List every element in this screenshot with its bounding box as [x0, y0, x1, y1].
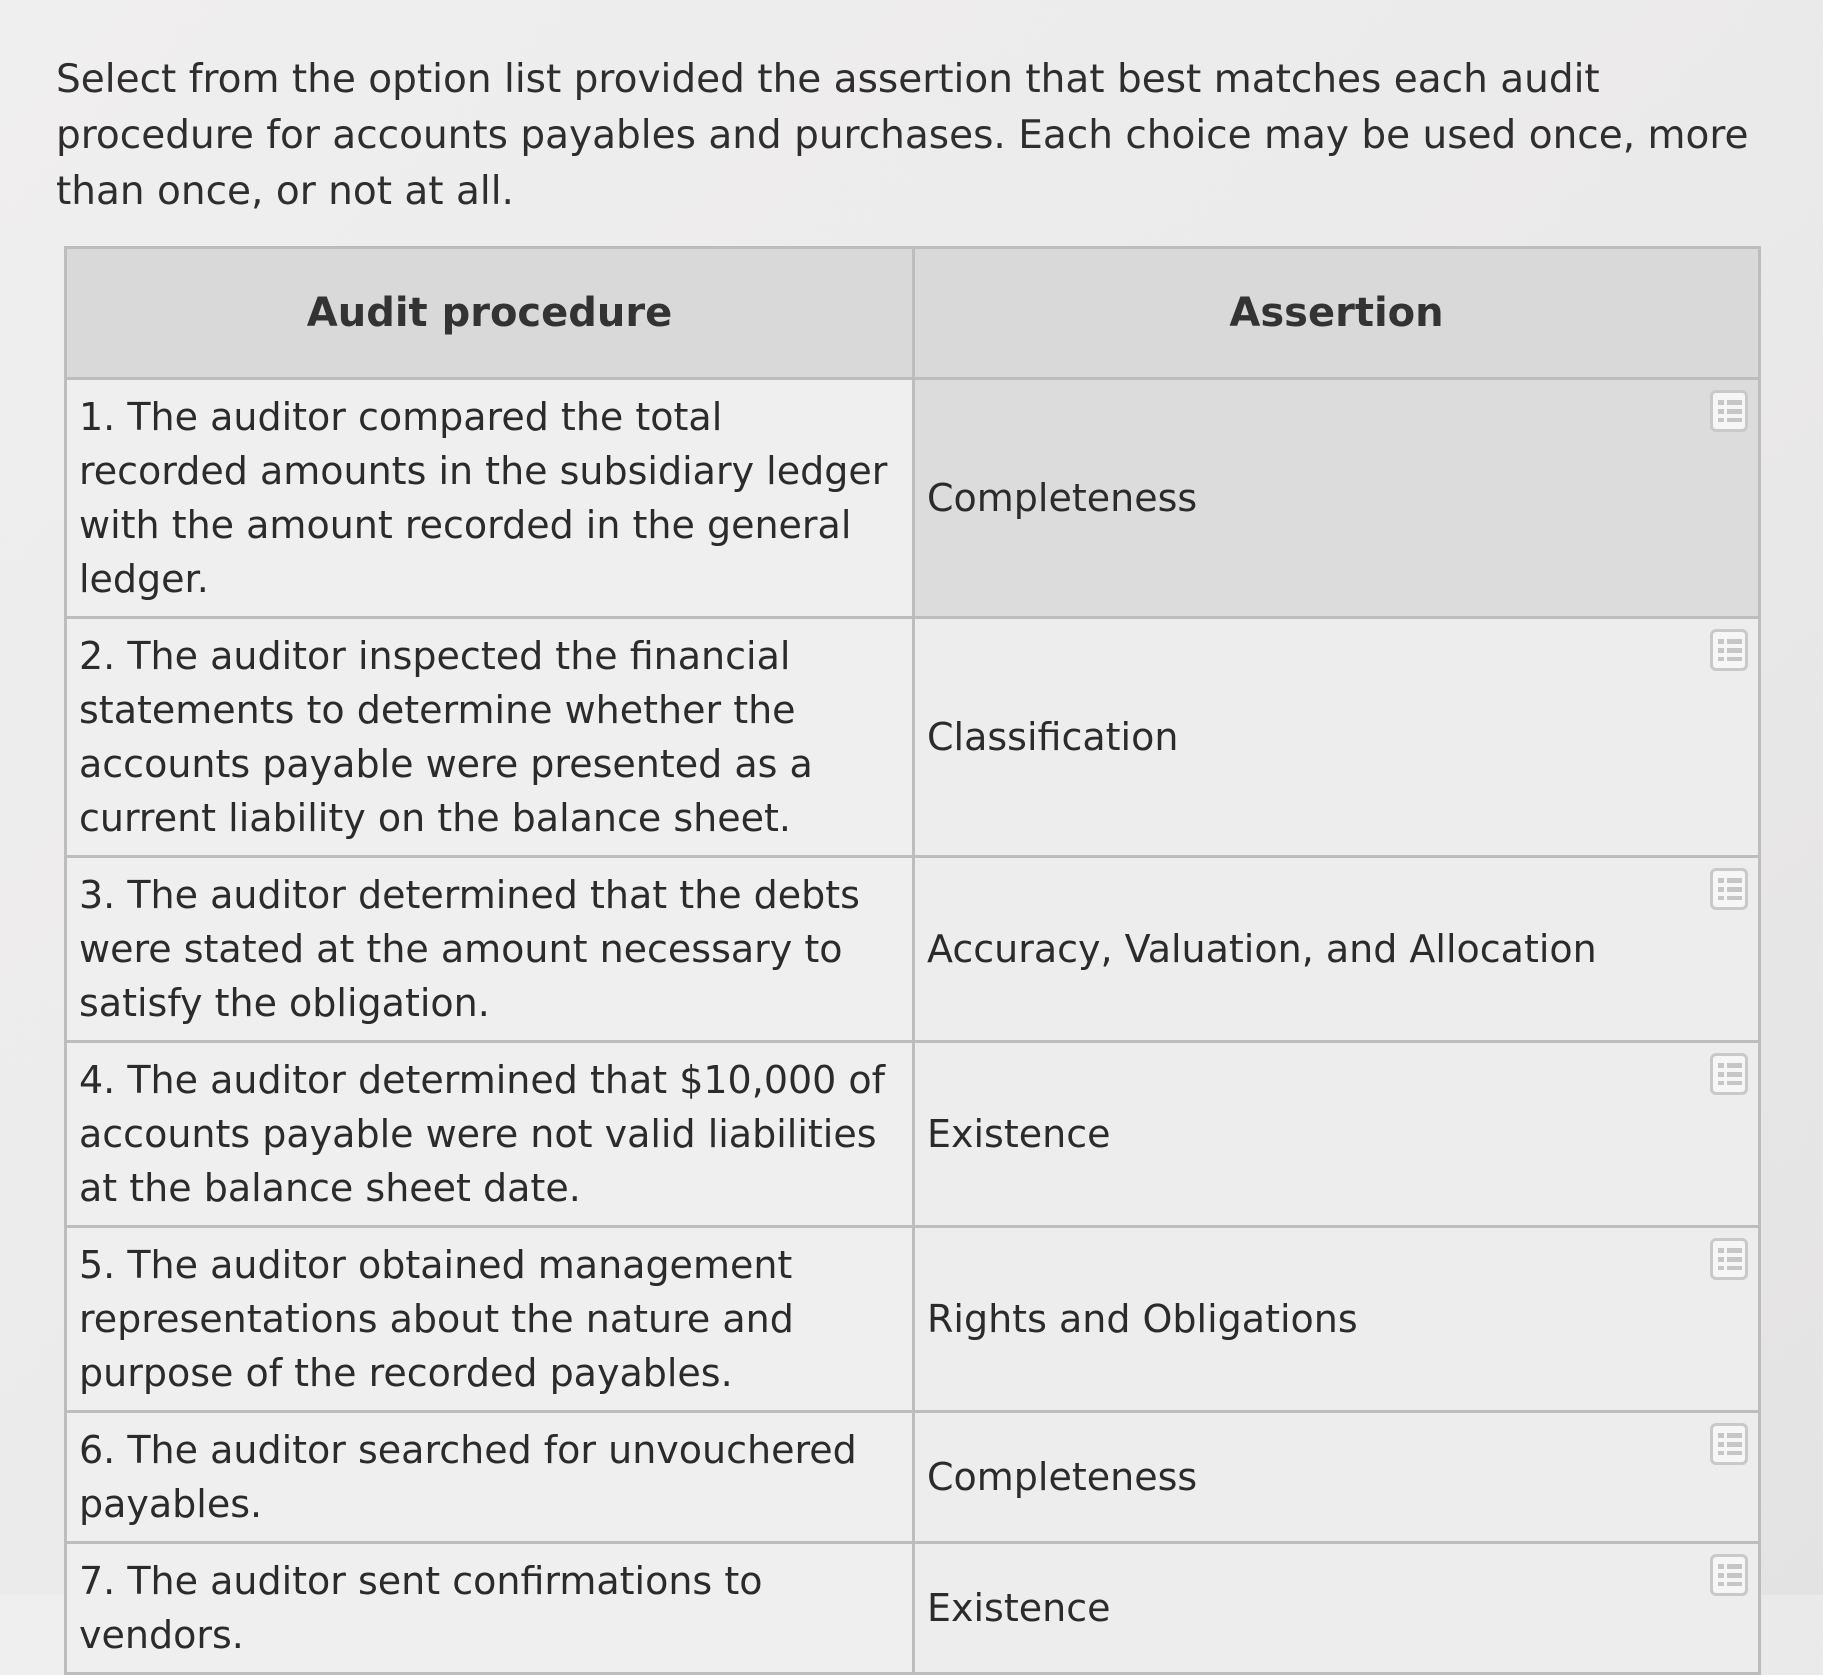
procedure-cell-2: 2. The auditor inspected the financial statements to determine whether the accounts payable were presented as a current liability on the balance sheet. — [66, 618, 914, 857]
procedure-cell-1: 1. The auditor compared the total recorded amounts in the subsidiary ledger with the amount recorded in the general ledger. — [66, 379, 914, 618]
option-list-icon[interactable] — [1710, 1238, 1748, 1280]
table-header-row — [66, 248, 1760, 379]
assertion-value-7: Existence — [927, 1586, 1111, 1630]
instructions-text: Select from the option list provided the assertion that best matches each audit procedure for accounts payables and purchases. Each choice may be used once, more than once, or not at all. — [56, 57, 1749, 214]
assertion-dropdown-2[interactable] — [914, 618, 1760, 857]
table-row — [66, 379, 1760, 618]
procedure-cell-6: 6. The auditor searched for unvouchered payables. — [66, 1412, 914, 1543]
option-list-icon[interactable] — [1710, 868, 1748, 910]
header-assertion: Assertion — [914, 248, 1760, 379]
table-row — [66, 1042, 1760, 1227]
assertion-dropdown-4[interactable] — [914, 1042, 1760, 1227]
table-row — [66, 857, 1760, 1042]
procedure-cell-7: 7. The auditor sent confirmations to vendors. — [66, 1543, 914, 1674]
assertion-dropdown-1[interactable] — [914, 379, 1760, 618]
assertion-dropdown-6[interactable] — [914, 1412, 1760, 1543]
assertion-value-1: Completeness — [927, 476, 1198, 520]
option-list-icon[interactable] — [1710, 1554, 1748, 1596]
assertion-value-6: Completeness — [927, 1455, 1198, 1499]
assertion-dropdown-7[interactable] — [914, 1543, 1760, 1674]
assertion-value-4: Existence — [927, 1112, 1111, 1156]
option-list-icon[interactable] — [1710, 629, 1748, 671]
audit-assertion-table — [64, 246, 1761, 1675]
procedure-cell-3: 3. The auditor determined that the debts were stated at the amount necessary to satisfy the obligation. — [66, 857, 914, 1042]
header-audit-procedure: Audit procedure — [66, 248, 914, 379]
option-list-icon[interactable] — [1710, 390, 1748, 432]
procedure-cell-4: 4. The auditor determined that $10,000 of accounts payable were not valid liabilities at the balance sheet date. — [66, 1042, 914, 1227]
procedure-cell-5: 5. The auditor obtained management representations about the nature and purpose of the recorded payables. — [66, 1227, 914, 1412]
table-row — [66, 1412, 1760, 1543]
assertion-value-5: Rights and Obligations — [927, 1297, 1358, 1341]
assertion-value-2: Classification — [927, 715, 1179, 759]
table-row — [66, 618, 1760, 857]
option-list-icon[interactable] — [1710, 1423, 1748, 1465]
option-list-icon[interactable] — [1710, 1053, 1748, 1095]
assertion-dropdown-3[interactable] — [914, 857, 1760, 1042]
assertion-dropdown-5[interactable] — [914, 1227, 1760, 1412]
table-row — [66, 1227, 1760, 1412]
table-row — [66, 1543, 1760, 1674]
assertion-value-3: Accuracy, Valuation, and Allocation — [927, 927, 1597, 971]
